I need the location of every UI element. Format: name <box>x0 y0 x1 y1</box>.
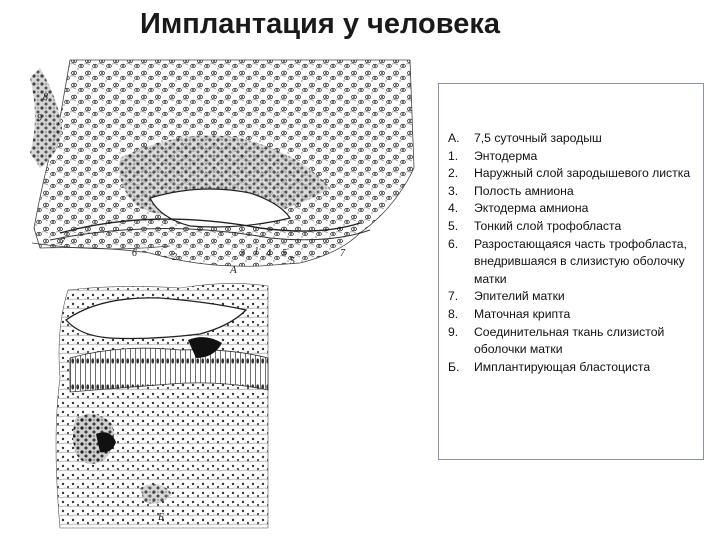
legend-text: Соединительная ткань слизистой оболочки матки <box>474 324 665 357</box>
legend-marker: 7. <box>448 289 459 304</box>
label-a-8: 8 <box>43 92 48 103</box>
legend-marker: 9. <box>448 324 459 339</box>
legend-marker: 3. <box>448 183 459 198</box>
legend-marker: 5. <box>448 218 459 233</box>
legend-item <box>448 183 702 201</box>
legend-marker: 1. <box>448 148 459 163</box>
panel-b-letter: Б <box>158 512 164 523</box>
legend-item <box>448 130 702 148</box>
histology-figure <box>0 58 436 540</box>
legend-text: Тонкий слой трофобласта <box>474 218 622 233</box>
legend-item <box>448 288 702 306</box>
legend-item <box>448 324 702 359</box>
legend-text: Эпителий матки <box>474 289 565 304</box>
label-a-3: 3 <box>240 248 245 259</box>
legend-text: 7,5 суточный зародыш <box>474 131 602 145</box>
legend-text: Энтодерма <box>474 148 538 163</box>
slide-title: Имплантация у человека <box>140 8 500 40</box>
legend-text: Полость амниона <box>474 183 574 198</box>
legend-marker: 6. <box>448 236 459 251</box>
label-a-7: 7 <box>60 237 65 248</box>
legend-item <box>448 236 702 289</box>
label-a-1: 1 <box>254 246 259 257</box>
legend-item <box>448 165 702 183</box>
legend-item <box>448 148 702 166</box>
legend-text: Маточная крипта <box>474 306 571 321</box>
legend-marker: 8. <box>448 306 459 321</box>
panel-a-micrograph <box>30 60 414 266</box>
legend-marker: Б. <box>448 359 460 374</box>
label-a-5a: 5 <box>282 248 287 259</box>
legend-text: Разростающаяся часть трофобласта, внедрившаяся в слизистую оболочку матки <box>474 236 687 286</box>
label-a-5b: 5 <box>290 256 295 267</box>
label-a-6: 6 <box>132 248 137 259</box>
legend-item <box>448 200 702 218</box>
label-a-4: 4 <box>266 248 271 259</box>
legend-item <box>448 359 702 377</box>
label-a-2: 2 <box>172 252 177 263</box>
panel-a-letter: А <box>230 264 237 276</box>
legend-text: Эктодерма амниона <box>474 201 589 216</box>
legend-marker: 2. <box>448 166 459 181</box>
legend-text: Наружный слой зародышевого листка <box>474 166 691 181</box>
legend-list <box>448 130 702 376</box>
legend-marker: 4. <box>448 201 459 216</box>
legend-marker: А. <box>448 131 460 145</box>
panel-b-micrograph <box>56 283 268 528</box>
legend-text: Имплантирующая бластоциста <box>474 359 651 374</box>
legend-item <box>448 306 702 324</box>
label-a-9: 9 <box>37 113 42 124</box>
legend-item <box>448 218 702 236</box>
label-a-7b: 7 <box>340 248 345 259</box>
